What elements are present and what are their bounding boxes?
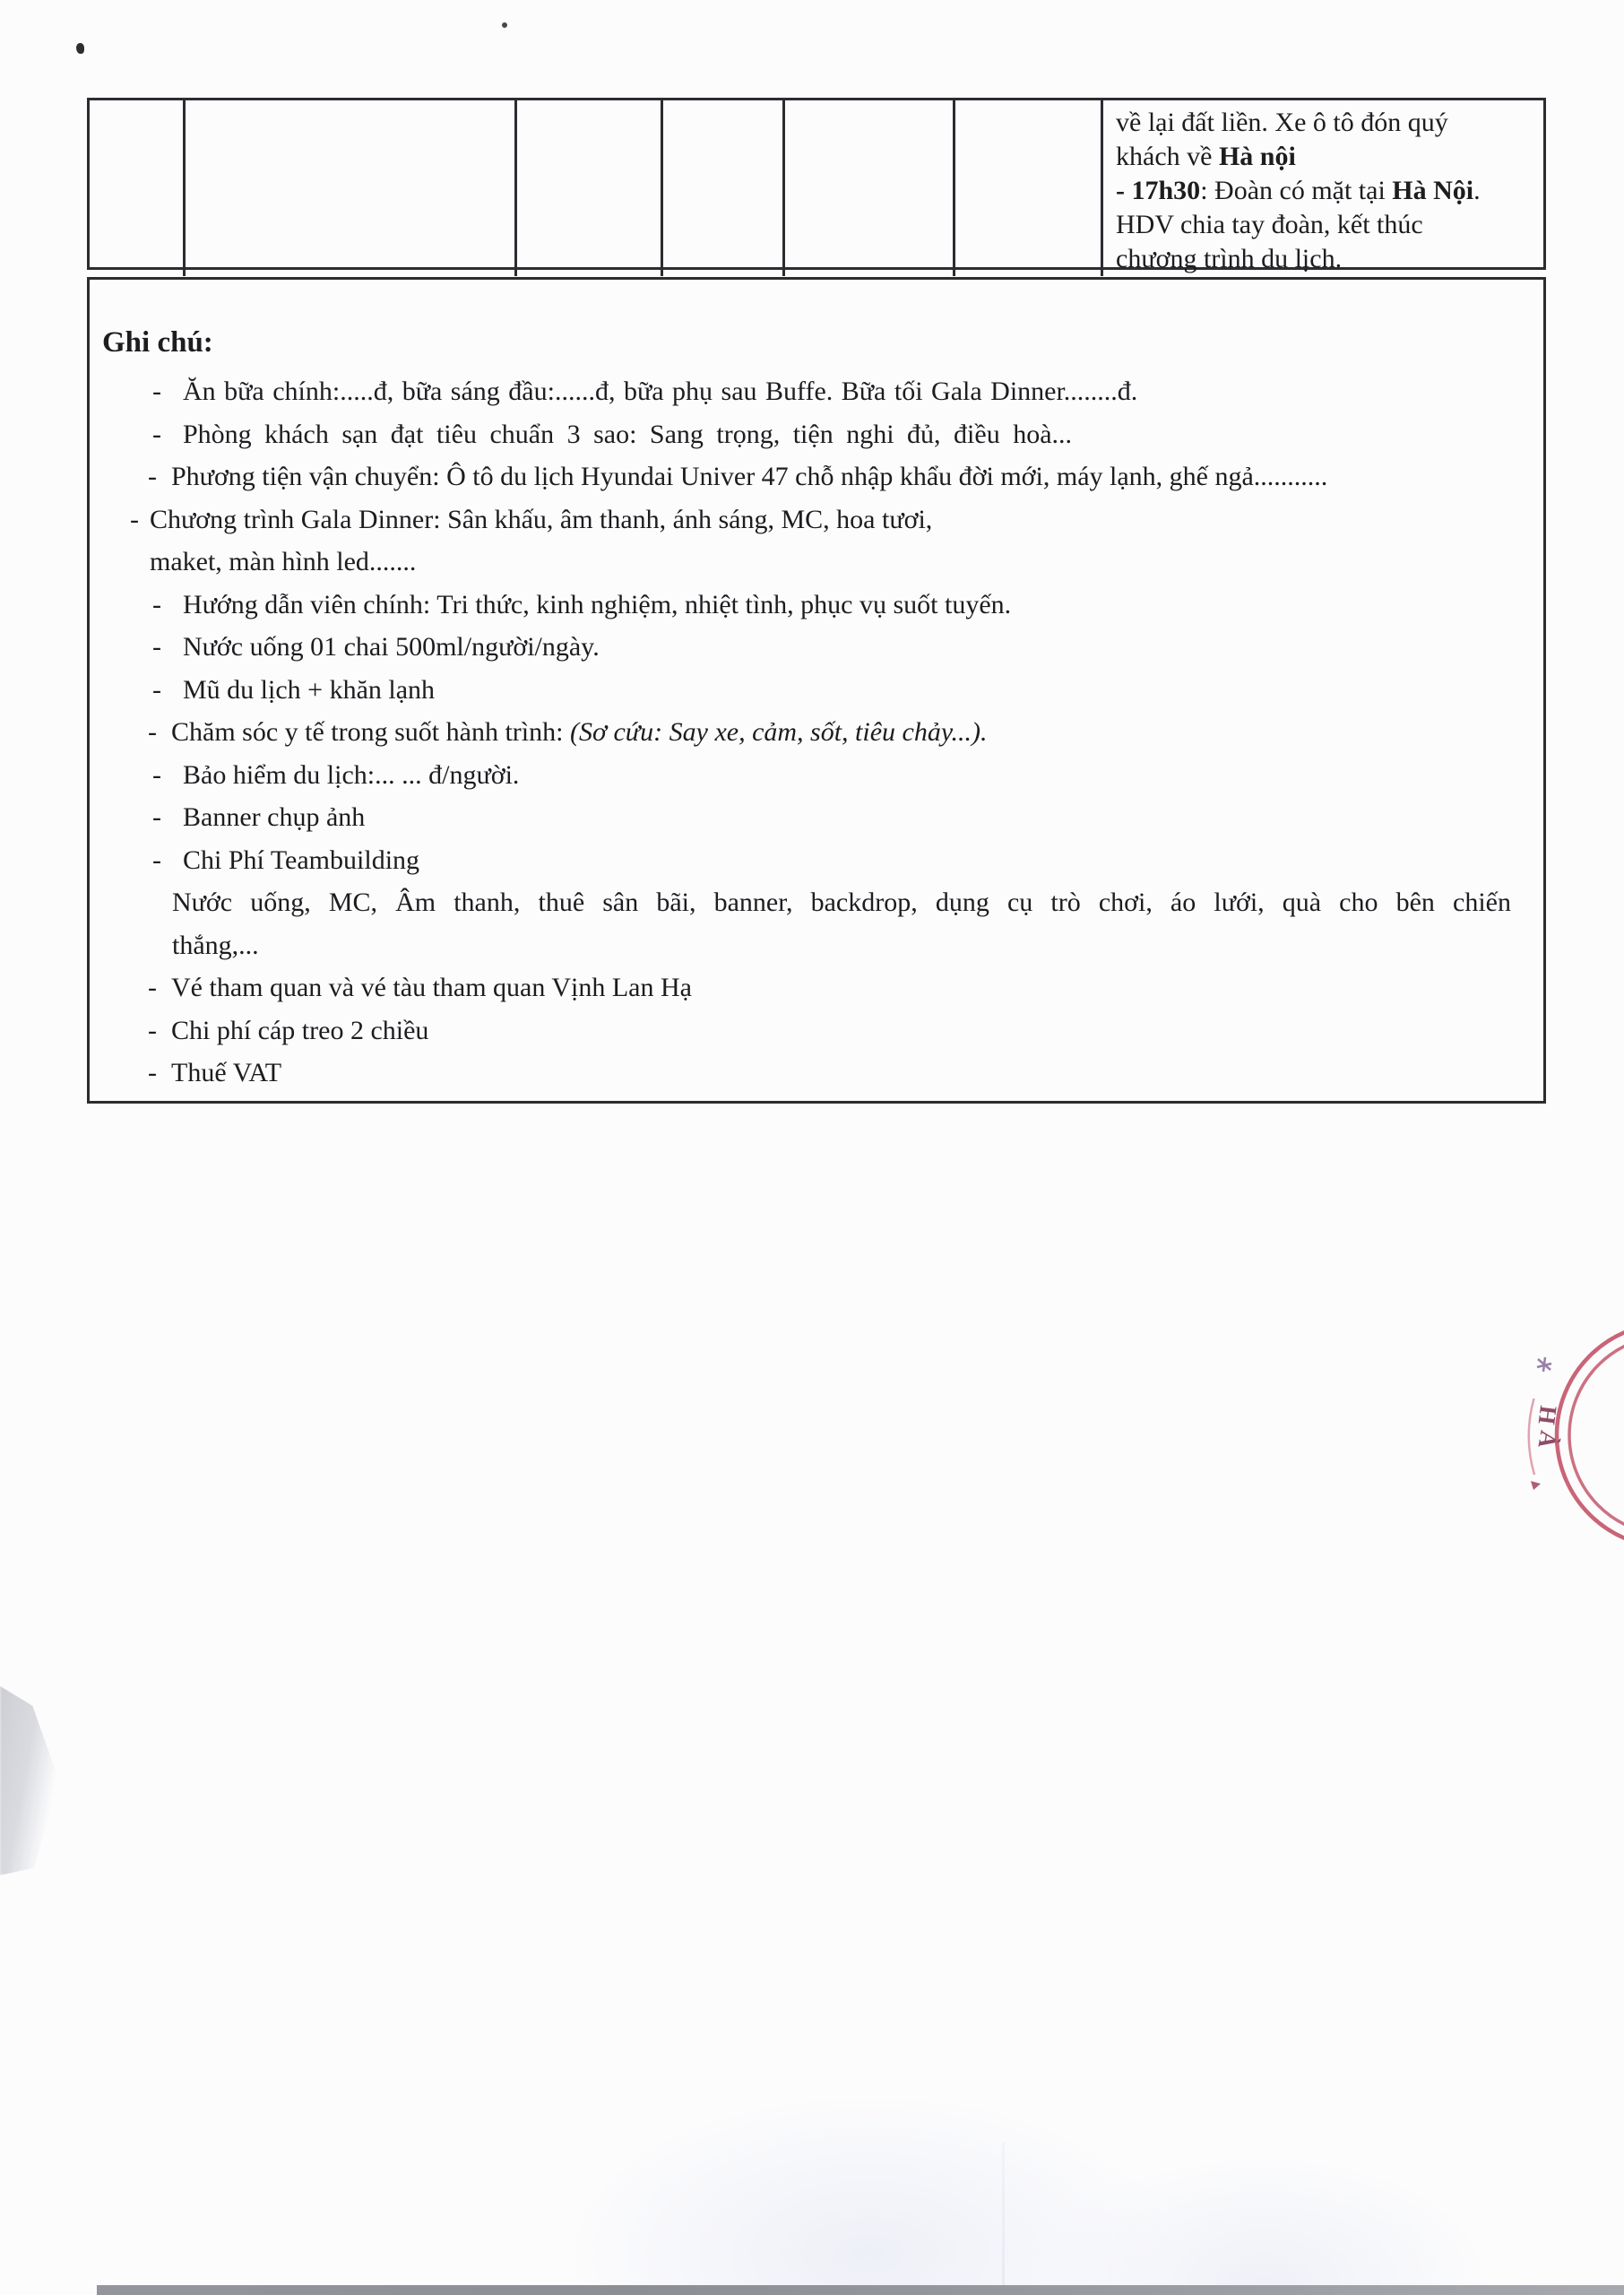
detail-line: - 17h30: Đoàn có mặt tại Hà Nội. xyxy=(1116,176,1481,205)
note-item: - Banner chụp ảnh xyxy=(152,802,366,832)
note-item: - Thuế VAT xyxy=(148,1058,282,1087)
stamp-inner-arc xyxy=(1529,1399,1534,1475)
stamp-letter-h: H xyxy=(1533,1404,1562,1426)
stamp-bottom-mark xyxy=(1531,1481,1541,1490)
note-item: - Mũ du lịch + khăn lạnh xyxy=(152,674,436,705)
scan-streak xyxy=(1002,2143,1005,2295)
red-seal-stamp xyxy=(1506,1282,1624,1551)
ink-speck xyxy=(76,43,84,54)
note-item: - Nước uống 01 chai 500ml/người/ngày. xyxy=(152,632,600,662)
table-cell-empty xyxy=(785,100,955,276)
note-item: - Vé tham quan và vé tàu tham quan Vịnh Lan Hạ xyxy=(148,973,692,1002)
note-item-continuation: thắng,... xyxy=(172,930,259,960)
note-item: - Bảo hiểm du lịch:... ... đ/người. xyxy=(152,759,520,790)
detail-line: về lại đất liền. Xe ô tô đón quý xyxy=(1116,108,1448,137)
scan-shading xyxy=(1031,2152,1497,2295)
note-item: - Phương tiện vận chuyển: Ô tô du lịch Hyundai Univer 47 chỗ nhập khẩu đời mới, máy lạnh, ghế ngả........... xyxy=(148,462,1328,491)
scan-edge-strip xyxy=(97,2285,1624,2295)
notes-box xyxy=(87,277,1546,1104)
table-cell-empty xyxy=(955,100,1103,276)
stamp-letter-a: À xyxy=(1533,1428,1563,1451)
note-item: - Hướng dẫn viên chính: Tri thức, kinh nghiệm, nhiệt tình, phục vụ suốt tuyến. xyxy=(152,589,1012,619)
stamp-star-mark xyxy=(1537,1357,1551,1372)
table-cell-empty xyxy=(90,100,186,276)
note-item: - Chăm sóc y tế trong suốt hành trình: (Sơ cứu: Say xe, cảm, sốt, tiêu chảy...). xyxy=(148,717,988,747)
itinerary-table xyxy=(87,98,1546,273)
note-item: - Ăn bữa chính:.....đ, bữa sáng đầu:......đ, bữa phụ sau Buffe. Bữa tối Gala Dinner........đ. xyxy=(152,377,1138,406)
detail-line: HDV chia tay đoàn, kết thúc xyxy=(1116,210,1423,239)
page-fold-shadow xyxy=(0,1678,59,1875)
table-cell-empty xyxy=(517,100,663,276)
table-cell-empty xyxy=(663,100,785,276)
note-item: - Phòng khách sạn đạt tiêu chuẩn 3 sao: Sang trọng, tiện nghi đủ, điều hoà... xyxy=(152,419,1073,449)
notes-list xyxy=(90,370,1543,1095)
ink-speck xyxy=(502,22,507,28)
scan-shading xyxy=(556,2089,1183,2295)
table-cell-itinerary-detail xyxy=(1103,100,1543,276)
table-cell-empty xyxy=(186,100,517,276)
notes-heading: Ghi chú: xyxy=(102,326,213,359)
detail-line: chương trình du lịch. xyxy=(1116,244,1343,273)
note-item-continuation: maket, màn hình led....... xyxy=(150,547,417,576)
detail-line: khách về Hà nội xyxy=(1116,142,1296,171)
note-item: - Chương trình Gala Dinner: Sân khấu, âm thanh, ánh sáng, MC, hoa tươi, xyxy=(130,504,933,534)
note-item: - Chi Phí Teambuilding xyxy=(152,844,420,875)
note-item-continuation: Nước uống, MC, Âm thanh, thuê sân bãi, banner, backdrop, dụng cụ trò chơi, áo lưới, quà cho bên chiến xyxy=(172,888,1511,917)
note-item: - Chi phí cáp treo 2 chiều xyxy=(148,1015,429,1045)
